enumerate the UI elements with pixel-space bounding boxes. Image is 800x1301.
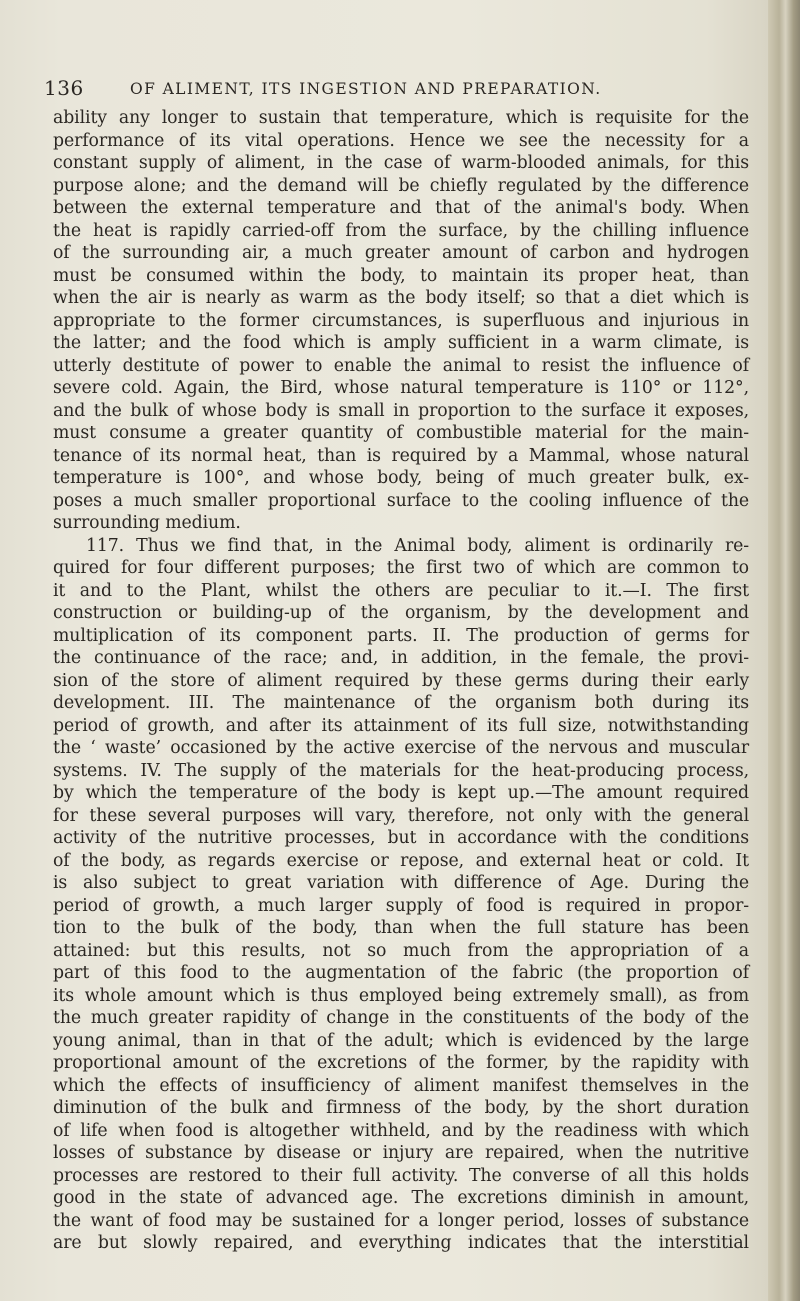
text-line: the continuance of the race; and, in addition, in the female, the provi- <box>53 648 749 668</box>
page-header <box>44 76 734 106</box>
text-line: tion to the bulk of the body, than when the full stature has been <box>53 918 749 938</box>
text-line: and the bulk of whose body is small in proportion to the surface it exposes, <box>53 400 749 421</box>
text-line: development. III. The maintenance of the organism both during its <box>53 693 749 713</box>
text-line: diminution of the bulk and firmness of the body, by the short duration <box>53 1098 749 1118</box>
text-line: when the air is nearly as warm as the body itself; so that a diet which is <box>53 288 749 308</box>
text-line: appropriate to the former circumstances, is superfluous and injurious in <box>53 310 749 331</box>
text-line: it and to the Plant, whilst the others are peculiar to it.—I. The first <box>53 580 749 601</box>
text-line: the ‘ waste’ occasioned by the active exercise of the nervous and muscular <box>53 738 749 758</box>
text-line: severe cold. Again, the Bird, whose natural temperature is 110° or 112°, <box>53 378 749 398</box>
text-line: period of growth, and after its attainment of its full size, notwithstanding <box>53 715 749 736</box>
text-line: must be consumed within the body, to maintain its proper heat, than <box>53 265 749 286</box>
text-line: constant supply of aliment, in the case of warm-blooded animals, for this <box>53 153 749 173</box>
text-line: processes are restored to their full activity. The converse of all this holds <box>53 1165 749 1186</box>
text-line: of the body, as regards exercise or repose, and external heat or cold. It <box>53 850 749 871</box>
text-line: part of this food to the augmentation of the fabric (the proportion of <box>53 963 749 983</box>
page-number: 136 <box>44 76 84 100</box>
text-line: of life when food is altogether withheld, and by the readiness with which <box>53 1120 749 1141</box>
text-line: attained: but this results, not so much from the appropriation of a <box>53 940 749 961</box>
text-line: the heat is rapidly carried-off from the surface, by the chilling influence <box>53 220 749 241</box>
text-line: utterly destitute of power to enable the animal to resist the influence of <box>53 355 749 376</box>
text-line: of the surrounding air, a much greater amount of carbon and hydrogen <box>53 243 749 263</box>
text-line: multiplication of its component parts. II. The production of germs for <box>53 625 749 646</box>
text-line: temperature is 100°, and whose body, being of much greater bulk, ex- <box>53 468 749 488</box>
text-line: quired for four different purposes; the first two of which are common to <box>53 558 749 578</box>
text-line: the want of food may be sustained for a longer period, losses of substance <box>53 1210 749 1231</box>
text-line: the much greater rapidity of change in the constituents of the body of the <box>53 1008 749 1028</box>
text-line: which the effects of insufficiency of aliment manifest themselves in the <box>53 1075 749 1096</box>
text-line: activity of the nutritive processes, but in accordance with the conditions <box>53 828 749 848</box>
text-line: purpose alone; and the demand will be chiefly regulated by the difference <box>53 175 749 196</box>
text-line: by which the temperature of the body is kept up.—The amount required <box>53 783 749 803</box>
text-line: performance of its vital operations. Hence we see the necessity for a <box>53 130 749 151</box>
text-line: period of growth, a much larger supply of food is required in propor- <box>53 895 749 916</box>
text-line: are but slowly repaired, and everything indicates that the interstitial <box>53 1233 749 1253</box>
text-line: tenance of its normal heat, than is required by a Mammal, whose natural <box>53 445 749 466</box>
running-title: OF ALIMENT, ITS INGESTION AND PREPARATION. <box>130 80 602 98</box>
text-line: between the external temperature and that of the animal's body. When <box>53 198 749 218</box>
text-line: proportional amount of the excretions of the former, by the rapidity with <box>53 1053 749 1073</box>
text-line: must consume a greater quantity of combustible material for the main- <box>53 423 749 443</box>
text-line: poses a much smaller proportional surface to the cooling influence of the <box>53 490 749 511</box>
text-line: losses of substance by disease or injury are repaired, when the nutritive <box>53 1143 749 1163</box>
text-line: construction or building-up of the organism, by the development and <box>53 603 749 623</box>
text-line: is also subject to great variation with difference of Age. During the <box>53 873 749 893</box>
paragraph-start-line: 117. Thus we find that, in the Animal body, aliment is ordinarily re- <box>86 535 749 556</box>
text-line: surrounding medium. <box>53 513 241 533</box>
text-line: for these several purposes will vary, therefore, not only with the general <box>53 805 749 826</box>
body-text <box>53 107 749 1255</box>
text-line: young animal, than in that of the adult; which is evidenced by the large <box>53 1030 749 1051</box>
text-line: the latter; and the food which is amply sufficient in a warm climate, is <box>53 333 749 353</box>
text-line: good in the state of advanced age. The excretions diminish in amount, <box>53 1188 749 1208</box>
book-spine-edge <box>768 0 800 1301</box>
text-line: systems. IV. The supply of the materials for the heat-producing process, <box>53 760 749 781</box>
text-line: ability any longer to sustain that temperature, which is requisite for the <box>53 108 749 128</box>
text-line: sion of the store of aliment required by these germs during their early <box>53 670 749 691</box>
text-line: its whole amount which is thus employed being extremely small), as from <box>53 985 749 1006</box>
